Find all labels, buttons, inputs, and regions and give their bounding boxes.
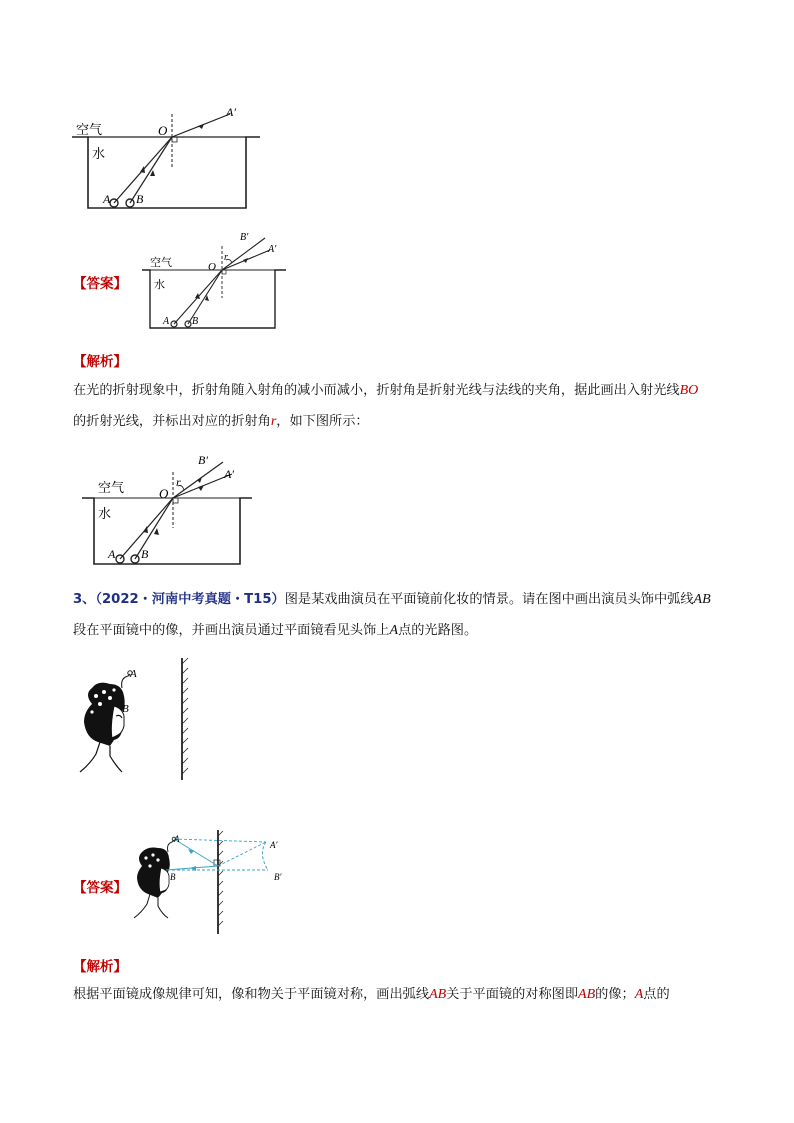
refraction-diagram-answer xyxy=(140,228,290,332)
mirror-image-answer-diagram xyxy=(128,826,298,938)
variable-bo: BO xyxy=(679,383,699,398)
point-b-label: B xyxy=(170,872,176,882)
question-3-line-2: 段在平面镜中的像，并画出演员通过平面镜看见头饰上A点的光路图。 xyxy=(73,623,478,638)
variable-ab: AB xyxy=(429,987,447,1002)
water-label: 水 xyxy=(92,146,106,161)
variable-a: A xyxy=(634,987,644,1002)
air-label: 空气 xyxy=(98,480,125,495)
point-a-prime-label: A′ xyxy=(270,840,278,850)
point-a-label: A xyxy=(174,834,180,844)
variable-r: r xyxy=(270,414,277,429)
point-a-label: A xyxy=(103,192,111,206)
question-number: 3、 xyxy=(73,592,96,607)
refraction-diagram-analysis xyxy=(80,448,260,568)
point-a-prime-label: A′ xyxy=(268,244,277,255)
point-b-prime-label: B′ xyxy=(198,453,208,467)
point-b-label: B xyxy=(192,316,199,327)
point-o-label: O xyxy=(159,486,169,501)
water-label: 水 xyxy=(98,506,112,521)
variable-a: A xyxy=(389,623,399,638)
point-a-label: A xyxy=(108,547,116,561)
answer-tag: 【答案】 xyxy=(73,880,127,896)
angle-r-label: r xyxy=(176,475,181,489)
point-b-prime-label: B′ xyxy=(274,872,282,882)
air-label: 空气 xyxy=(76,122,103,137)
angle-r-label: r xyxy=(224,252,228,263)
point-b-label: B xyxy=(141,547,149,561)
point-a-label: A xyxy=(163,316,170,327)
point-a-prime-label: A′ xyxy=(226,105,236,119)
variable-ab: AB xyxy=(578,987,596,1002)
point-b-prime-label: B′ xyxy=(240,232,249,243)
question-source: （2022・河南中考真题・T15） xyxy=(95,592,285,607)
analysis-3-line-1: 根据平面镜成像规律可知，像和物关于平面镜对称，画出弧线AB关于平面镜的对称图即AB的像；A点的 xyxy=(73,987,670,1002)
analysis-tag: 【解析】 xyxy=(73,959,127,975)
point-a-label: A xyxy=(130,668,137,680)
refraction-diagram-question xyxy=(70,100,270,212)
point-b-label: B xyxy=(136,192,144,206)
point-o-label: O xyxy=(158,123,168,138)
analysis-line-2: 的折射光线，并标出对应的折射角r，如下图所示： xyxy=(73,414,369,429)
point-b-label: B xyxy=(122,703,129,715)
actress-mirror-diagram xyxy=(70,654,200,784)
point-o-label: O xyxy=(208,261,216,273)
water-label: 水 xyxy=(154,279,165,291)
answer-tag: 【答案】 xyxy=(73,276,127,292)
point-a-prime-label: A′ xyxy=(224,467,234,481)
question-3-line-1: 3、（2022・河南中考真题・T15）图是某戏曲演员在平面镜前化妆的情景。请在图中画出演员头饰中弧线AB xyxy=(73,592,711,607)
variable-ab: AB xyxy=(693,592,711,607)
analysis-tag: 【解析】 xyxy=(73,354,127,370)
analysis-line-1: 在光的折射现象中，折射角随入射角的减小而减小，折射角是折射光线与法线的夹角，据此画出入射光线BO xyxy=(73,383,699,398)
air-label: 空气 xyxy=(150,257,172,269)
